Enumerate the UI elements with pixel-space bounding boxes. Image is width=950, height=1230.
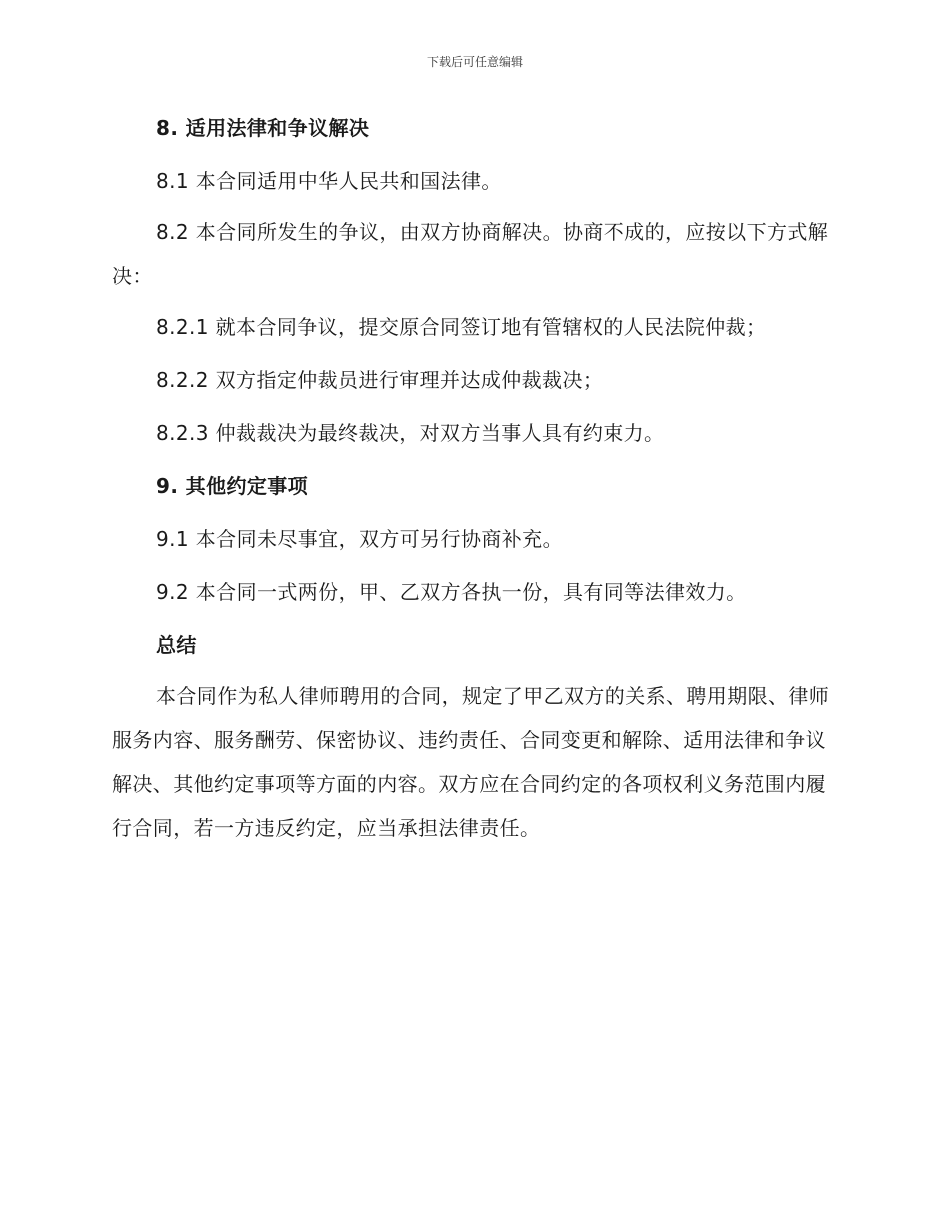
clause-9-1: 9.1 本合同未尽事宜，双方可另行协商补充。 — [156, 527, 563, 551]
clause-8-2-2: 8.2.2 双方指定仲裁员进行审理并达成仲裁裁决； — [156, 368, 604, 392]
summary-heading: 总结 — [156, 633, 197, 657]
clause-8-2: 8.2 本合同所发生的争议，由双方协商解决。协商不成的，应按以下方式解决： — [112, 220, 829, 288]
document-body — [112, 112, 832, 850]
clause-9-2: 9.2 本合同一式两份，甲、乙双方各执一份，具有同等法律效力。 — [156, 580, 747, 604]
header-note: 下载后可任意编辑 — [426, 55, 523, 69]
clause-8-2-3: 8.2.3 仲裁裁决为最终裁决，对双方当事人具有约束力。 — [156, 421, 665, 445]
summary-body: 本合同作为私人律师聘用的合同，规定了甲乙双方的关系、聘用期限、律师服务内容、服务酬劳、保密协议、违约责任、合同变更和解除、适用法律和争议解决、其他约定事项等方面的内容。双方应在合同约定的各项权利义务范围内履行合同，若一方违反约定，应当承担法律责任。 — [112, 684, 830, 840]
clause-8-2-1: 8.2.1 就本合同争议，提交原合同签订地有管辖权的人民法院仲裁； — [156, 315, 767, 339]
clause-8-1: 8.1 本合同适用中华人民共和国法律。 — [156, 169, 502, 193]
section-9-heading: 9. 其他约定事项 — [156, 474, 309, 498]
section-8-heading: 8. 适用法律和争议解决 — [156, 116, 370, 140]
